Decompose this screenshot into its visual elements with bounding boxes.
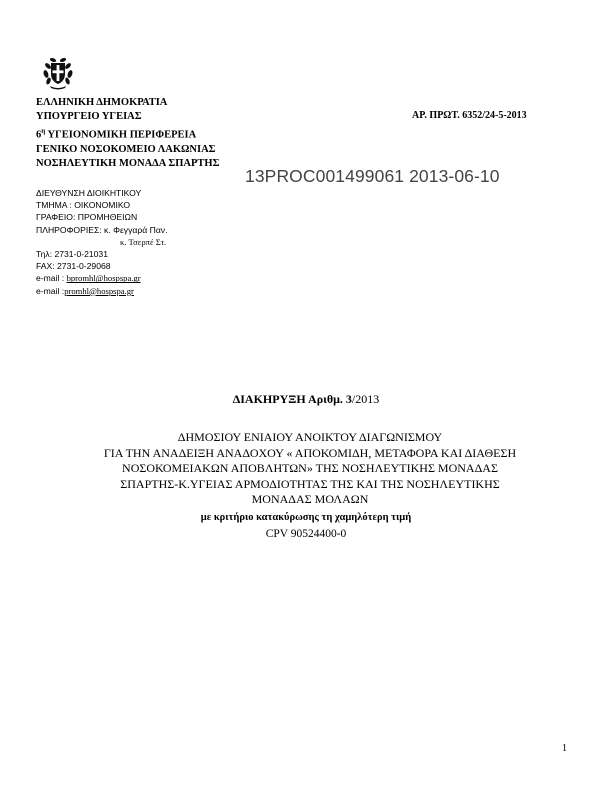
award-criterion: με κριτήριο κατακύρωσης τη χαμηλότερη τιμή xyxy=(200,512,412,523)
title-line: ΣΠΑΡΤΗΣ-Κ.ΥΓΕΙΑΣ ΑΡΜΟΔΙΟΤΗΤΑΣ ΤΗΣ ΚΑΙ ΤΗΣ ΝΟΣΗΛΕΥΤΙΚΗΣ xyxy=(120,476,500,491)
declaration-year: /2013 xyxy=(351,392,380,406)
direction-line: ΔΙΕΥΘΥΝΣΗ ΔΙΟΙΚΗΤΙΚΟΥ xyxy=(36,188,142,198)
header-line: ΥΠΟΥΡΓΕΙΟ ΥΓΕΙΑΣ xyxy=(36,111,142,122)
header-line: $6^\eta$ ΥΓΕΙΟΝΟΜΙΚΗ ΠΕΡΙΦΕΡΕΙΑ xyxy=(36,127,197,141)
header-line: ΕΛΛΗΝΙΚΗ ΔΗΜΟΚΡΑΤΙΑ xyxy=(36,97,168,108)
title-line: ΜΟΝΑΔΑΣ ΜΟΛΑΩΝ xyxy=(251,492,369,506)
email-link[interactable]: bpromhl@hospspa.gr xyxy=(66,273,141,284)
department-info xyxy=(36,187,167,297)
email-line-1 xyxy=(36,272,167,284)
header-line: ΝΟΣΗΛΕΥΤΙΚΗ ΜΟΝΑΔΑ ΣΠΑΡΤΗΣ xyxy=(36,157,220,169)
office-line: ΓΡΑΦΕΙΟ: ΠΡΟΜΗΘΕΙΩΝ xyxy=(36,212,138,223)
header-line: ΓΕΝΙΚΟ ΝΟΣΟΚΟΜΕΙΟ ΛΑΚΩΝΙΑΣ xyxy=(36,143,216,155)
header-block xyxy=(36,96,219,171)
page-number: 1 xyxy=(562,743,567,754)
title-line: ΔΗΜΟΣΙΟΥ ΕΝΙΑΙΟΥ ΑΝΟΙΚΤΟΥ ΔΙΑΓΩΝΙΣΜΟΥ xyxy=(177,430,443,444)
ordinal-suffix: η xyxy=(41,127,46,135)
tender-title xyxy=(40,430,580,508)
phone-line: Τηλ: 2731-0-21031 xyxy=(36,249,108,260)
fax-line: FAX: 2731-0-29068 xyxy=(36,261,111,272)
cpv-code: CPV 90524400-0 xyxy=(265,528,347,540)
section-line: ΤΜΗΜΑ : ΟΙΚΟΝΟΜΙΚΟ xyxy=(36,200,131,211)
title-line: ΝΟΣΟΚΟΜΕΙΑΚΩΝ ΑΠΟΒΛΗΤΩΝ» ΤΗΣ ΝΟΣΗΛΕΥΤΙΚΗΣ ΜΟΝΑΔΑΣ xyxy=(122,461,498,475)
greek-state-emblem-icon xyxy=(40,54,76,90)
title-line: ΓΙΑ ΤΗΝ ΑΝΑΔΕΙΞΗ ΑΝΑΔΟΧΟΥ « ΑΠΟΚΟΜΙΔΗ, ΜΕΤΑΦΟΡΑ ΚΑΙ ΔΙΑΘΕΣΗ xyxy=(103,445,517,460)
email-line-2 xyxy=(36,285,167,297)
email-label: e-mail : xyxy=(36,273,67,284)
protocol-number: ΑΡ. ΠΡΩΤ. 6352/24-5-2013 xyxy=(412,110,527,121)
info-line: ΠΛΗΡΟΦΟΡΙΕΣ: κ. Φεγγαρά Παν. xyxy=(36,224,168,235)
declaration-heading xyxy=(0,392,612,407)
email-link[interactable]: promhl@hospspa.gr xyxy=(64,285,134,296)
info-line-2: κ. Τσερπέ Στ. xyxy=(120,236,167,247)
email-label: e-mail : xyxy=(36,285,65,296)
ada-code: 13PROC001499061 2013-06-10 xyxy=(245,166,500,186)
declaration-label: ΔΙΑΚΗΡΥΞΗ Αριθμ. 3 xyxy=(232,392,352,406)
